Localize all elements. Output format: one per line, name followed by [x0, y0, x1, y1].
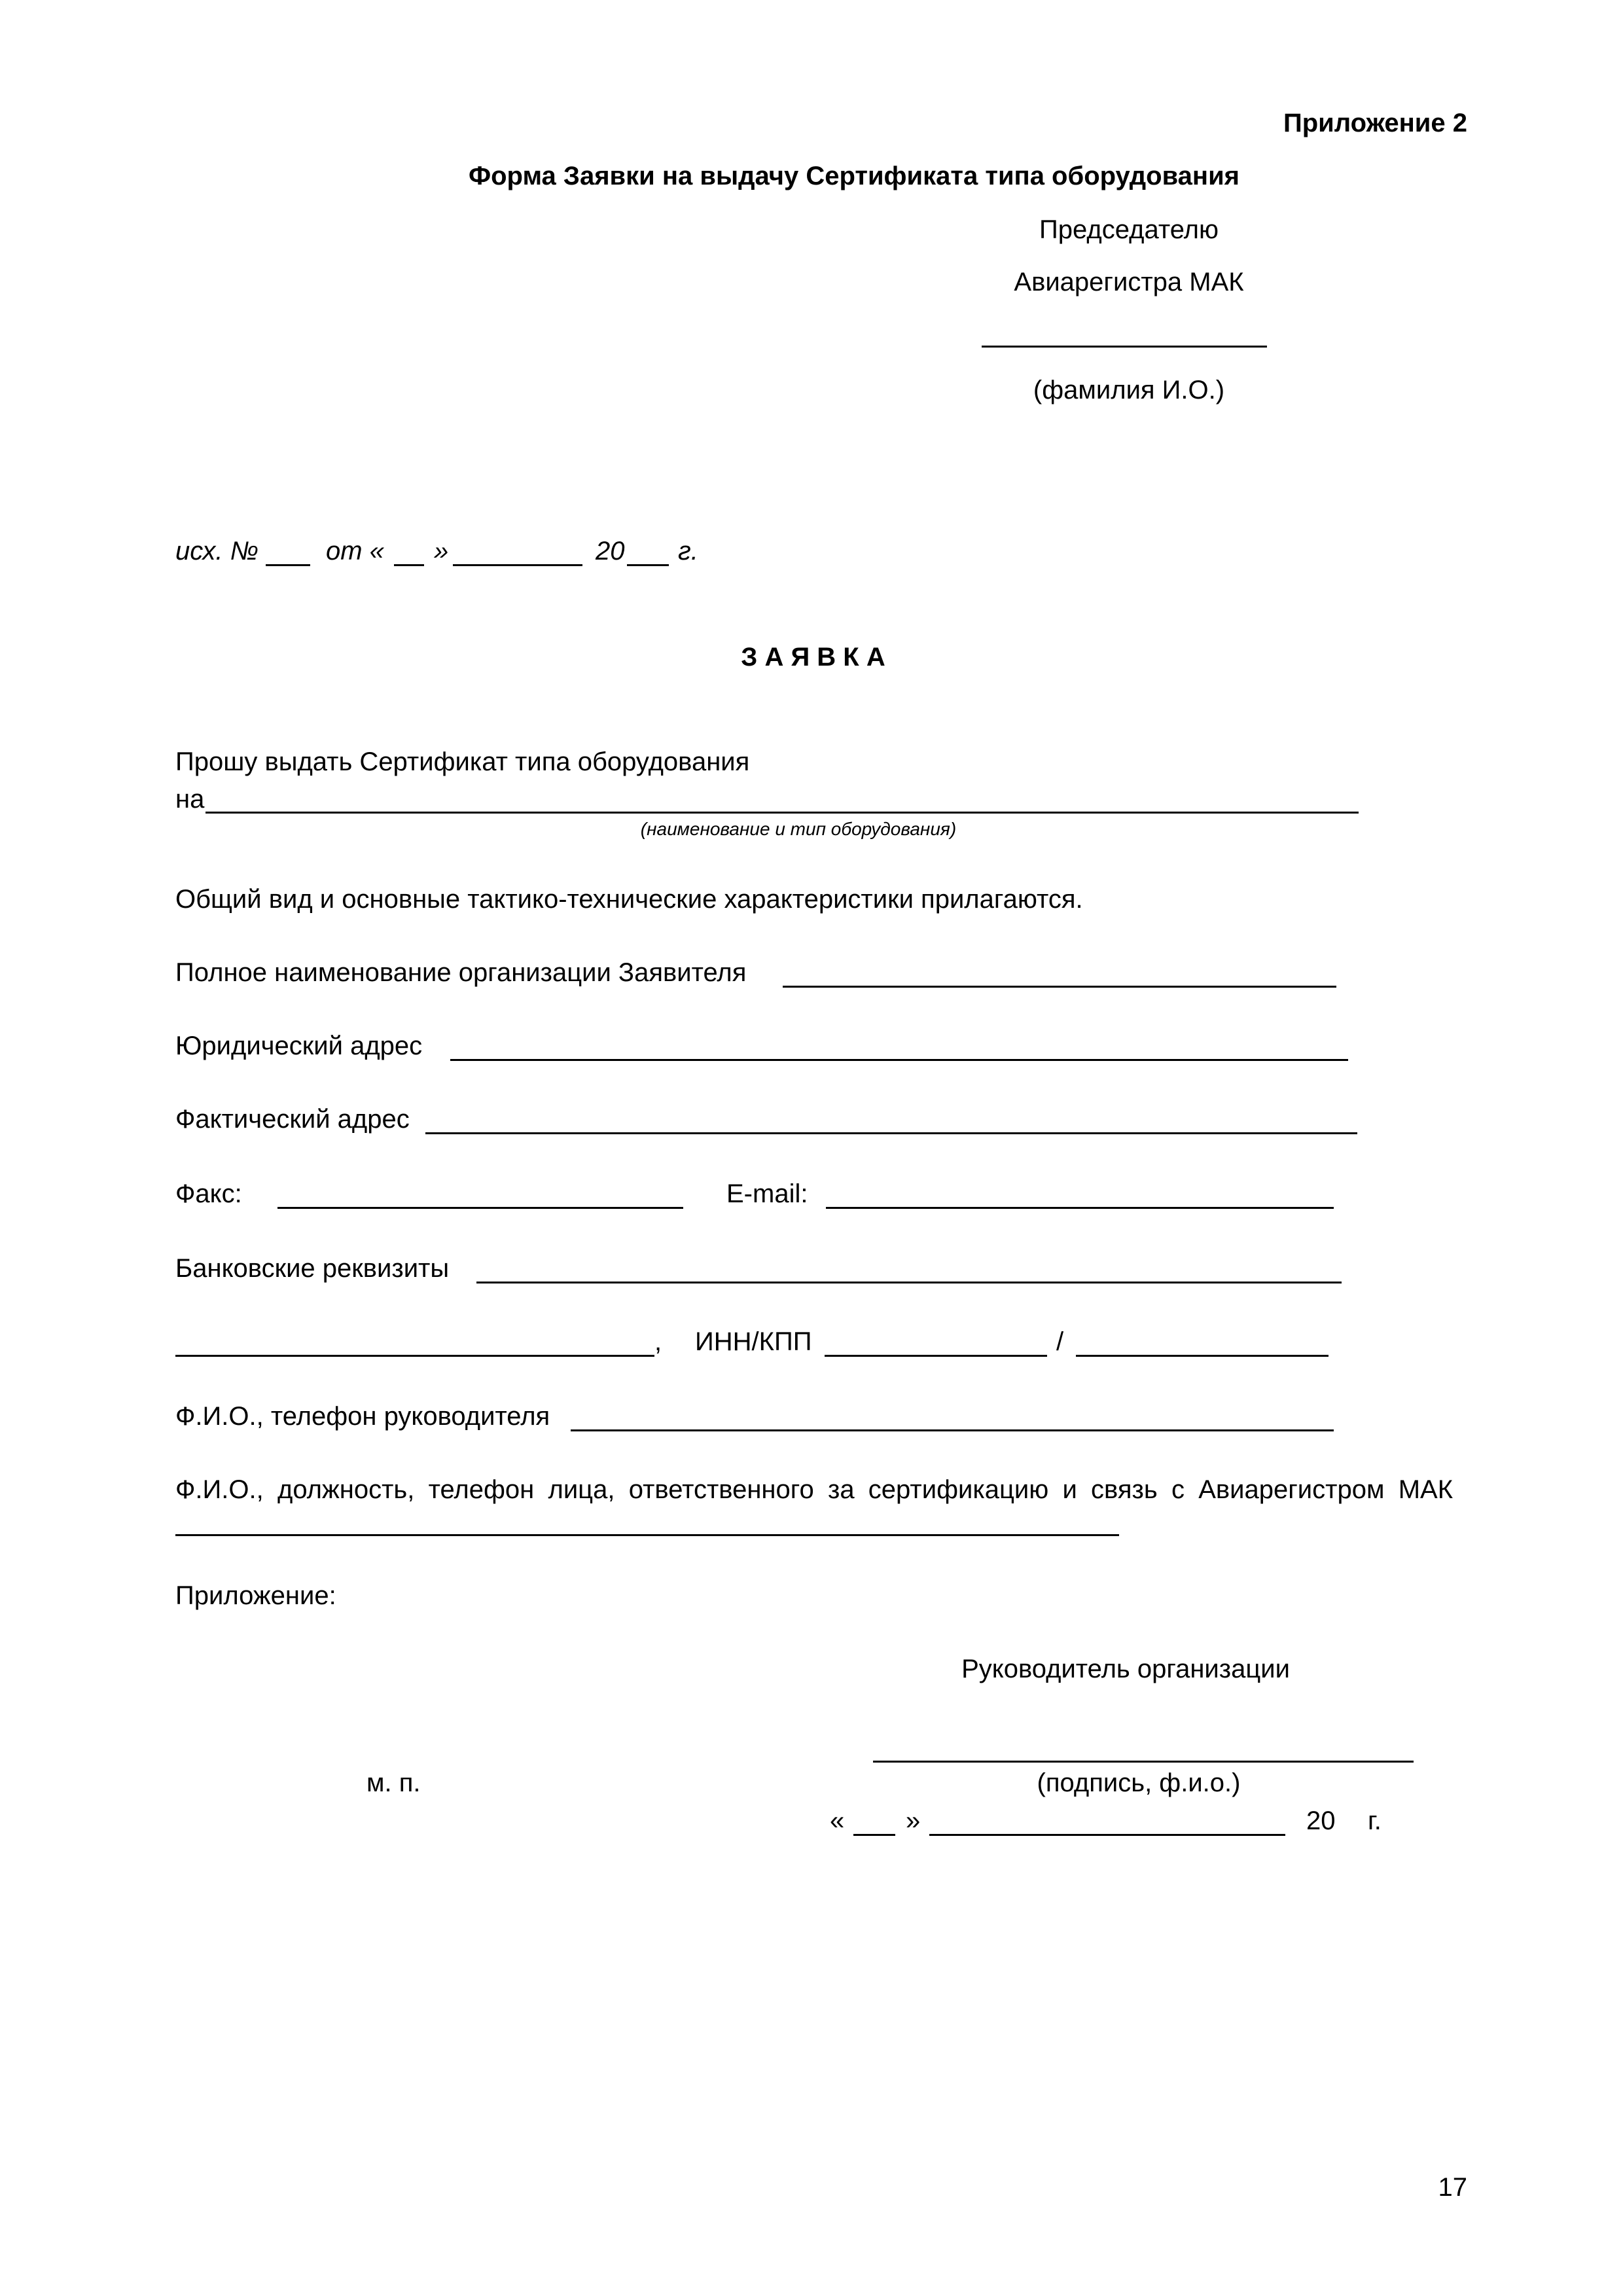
signature-date-open-quote: «: [830, 1806, 845, 1835]
responsible-contact-label: Ф.И.О., должность, телефон лица, ответственного за сертификацию и связь с Авиарегистром МАК: [175, 1475, 1453, 1504]
org-full-name-field[interactable]: [783, 986, 1336, 988]
actual-address-label: Фактический адрес: [175, 1105, 410, 1134]
signature-year-prefix: 20: [1306, 1806, 1336, 1835]
signature-hint: (подпись, ф.и.о.): [1037, 1768, 1241, 1797]
equipment-name-field[interactable]: [205, 812, 1359, 814]
request-on-label: на: [175, 785, 205, 814]
outgoing-number-prefix: исх. №: [175, 537, 259, 565]
inn-kpp-slash: /: [1056, 1327, 1064, 1356]
addressee-name-field[interactable]: [982, 346, 1267, 348]
signature-role: Руководитель организации: [961, 1655, 1290, 1683]
form-title: Форма Заявки на выдачу Сертификата типа оборудования: [468, 162, 1240, 190]
appendix-list-label: Приложение:: [175, 1581, 336, 1610]
kpp-field[interactable]: [1076, 1355, 1329, 1357]
signature-date-close-quote: »: [906, 1806, 921, 1835]
signature-month-field[interactable]: [929, 1834, 1285, 1836]
responsible-contact-field[interactable]: [175, 1534, 1119, 1536]
signature-field[interactable]: [873, 1761, 1414, 1763]
legal-address-label: Юридический адрес: [175, 1031, 423, 1060]
inn-kpp-separator: ,: [654, 1327, 662, 1356]
bank-details-continuation-field[interactable]: [175, 1355, 654, 1357]
head-contact-field[interactable]: [571, 1429, 1334, 1431]
bank-details-label: Банковские реквизиты: [175, 1254, 450, 1283]
outgoing-year-field[interactable]: [627, 564, 669, 566]
signature-year-suffix: г.: [1368, 1806, 1382, 1835]
outgoing-date-close-quote: »: [434, 537, 449, 565]
addressee-line-1: Председателю: [1039, 215, 1219, 244]
bank-details-field[interactable]: [476, 1282, 1342, 1283]
outgoing-year-prefix: 20: [596, 537, 625, 565]
email-field[interactable]: [826, 1207, 1334, 1209]
outgoing-month-field[interactable]: [453, 564, 582, 566]
actual-address-field[interactable]: [425, 1132, 1357, 1134]
stamp-placeholder: м. п.: [366, 1768, 421, 1797]
inn-kpp-label: ИНН/КПП: [695, 1327, 812, 1356]
head-contact-label: Ф.И.О., телефон руководителя: [175, 1402, 550, 1431]
addressee-name-hint: (фамилия И.О.): [1033, 376, 1225, 404]
page-number: 17: [1438, 2173, 1467, 2202]
fax-label: Факс:: [175, 1179, 242, 1208]
appendix-label: Приложение 2: [1283, 109, 1467, 137]
email-label: E-mail:: [726, 1179, 808, 1208]
document-title: З А Я В К А: [741, 643, 885, 672]
outgoing-number-field[interactable]: [266, 564, 310, 566]
signature-day-field[interactable]: [853, 1834, 895, 1836]
outgoing-year-suffix: г.: [678, 537, 698, 565]
fax-field[interactable]: [277, 1207, 683, 1209]
addressee-line-2: Авиарегистра МАК: [1014, 268, 1244, 296]
attached-note: Общий вид и основные тактико-технические характеристики прилагаются.: [175, 885, 1083, 914]
legal-address-field[interactable]: [450, 1059, 1348, 1061]
request-text: Прошу выдать Сертификат типа оборудования: [175, 747, 750, 776]
outgoing-date-from: от «: [326, 537, 384, 565]
org-full-name-label: Полное наименование организации Заявителя: [175, 958, 747, 987]
equipment-name-hint: (наименование и тип оборудования): [640, 819, 957, 839]
inn-field[interactable]: [825, 1355, 1047, 1357]
outgoing-day-field[interactable]: [394, 564, 424, 566]
